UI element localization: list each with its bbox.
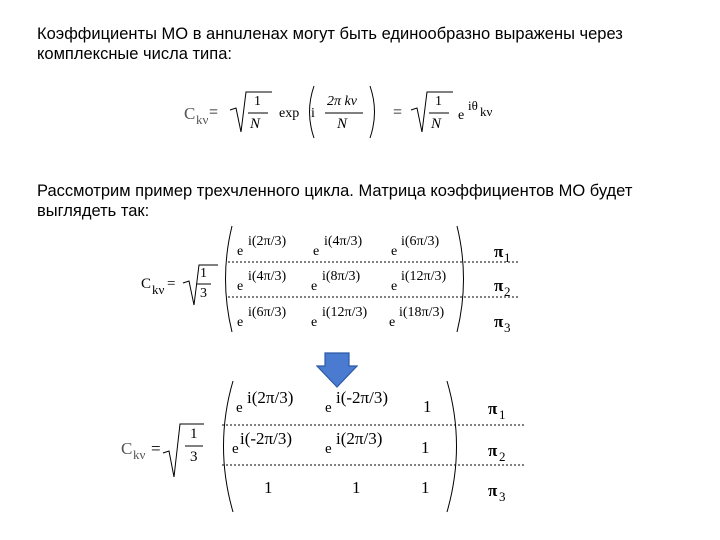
down-arrow-icon bbox=[316, 352, 358, 388]
matrix-cell: i(12π/3) bbox=[322, 305, 368, 320]
orbital-label: π bbox=[494, 312, 504, 331]
orbital-label-subscript: 2 bbox=[504, 284, 511, 299]
matrix-cell: 1 bbox=[423, 397, 432, 416]
exponent-base: e bbox=[311, 315, 318, 330]
argument-numerator: 2π kν bbox=[327, 94, 357, 109]
fraction-denominator: N bbox=[250, 116, 261, 132]
matrix-right-bracket bbox=[447, 381, 457, 512]
matrix-cell: i(6π/3) bbox=[248, 305, 287, 320]
argument-denominator: N bbox=[337, 116, 348, 132]
matrix-cell: i(18π/3) bbox=[399, 305, 445, 320]
exponent-base: e bbox=[236, 400, 243, 416]
matrix-cell: i(4π/3) bbox=[324, 234, 363, 249]
matrix-cell: i(2π/3) bbox=[248, 234, 287, 249]
exponent-power: iθ bbox=[468, 98, 478, 113]
matrix-cell: i(2π/3) bbox=[336, 429, 383, 448]
orbital-label-subscript: 1 bbox=[499, 407, 506, 422]
orbital-label-subscript: 3 bbox=[499, 489, 506, 504]
example-paragraph: Рассмотрим пример трехчленного цикла. Матрица коэффициентов МО будет выглядеть так: bbox=[37, 182, 633, 220]
coef-subscript: kν bbox=[152, 282, 165, 297]
equals-sign: = bbox=[209, 104, 219, 121]
equals-sign: = bbox=[393, 104, 403, 121]
coef-symbol: C bbox=[121, 439, 133, 458]
orbital-label: π bbox=[494, 242, 504, 261]
exponent-base: e bbox=[325, 400, 332, 416]
exponent-base: e bbox=[237, 315, 244, 330]
matrix-cell: 1 bbox=[352, 478, 361, 497]
matrix-cell: 1 bbox=[421, 478, 430, 497]
matrix-left-bracket bbox=[226, 226, 233, 332]
exponent-base: e bbox=[313, 244, 320, 259]
fraction-denominator: 3 bbox=[190, 449, 198, 465]
exponent-power-subscript: kν bbox=[480, 104, 493, 119]
orbital-label: π bbox=[488, 399, 498, 418]
exp-function: exp bbox=[279, 106, 300, 121]
right-paren bbox=[370, 86, 375, 138]
exponent-base: e bbox=[325, 441, 332, 457]
orbital-label-subscript: 3 bbox=[504, 320, 511, 335]
coef-subscript: kν bbox=[133, 447, 146, 462]
matrix-cell: 1 bbox=[264, 478, 273, 497]
matrix-cell: i(12π/3) bbox=[401, 269, 447, 284]
equals-sign: = bbox=[151, 439, 161, 458]
matrix-cell: i(6π/3) bbox=[401, 234, 440, 249]
matrix-cell: i(2π/3) bbox=[247, 388, 294, 407]
equals-sign: = bbox=[167, 276, 176, 292]
fraction-numerator: 1 bbox=[200, 266, 207, 281]
exponent-base: e bbox=[458, 108, 465, 123]
fraction-denominator: 3 bbox=[200, 286, 207, 301]
matrix-right-bracket bbox=[457, 226, 464, 332]
coef-symbol: C bbox=[184, 104, 196, 123]
exponent-base: e bbox=[311, 279, 318, 294]
coef-symbol: C bbox=[141, 276, 152, 292]
exponent-base: e bbox=[237, 244, 244, 259]
fraction-numerator: 1 bbox=[435, 94, 442, 109]
exponent-base: e bbox=[389, 315, 396, 330]
exponent-base: e bbox=[391, 279, 398, 294]
intro-paragraph: Коэффициенты МО в анnuленах могут быть единообразно выражены через комплексные числа типа: bbox=[37, 25, 623, 63]
imaginary-unit: i bbox=[311, 106, 315, 121]
exponent-base: e bbox=[237, 279, 244, 294]
orbital-label: π bbox=[488, 441, 498, 460]
matrix-cell: 1 bbox=[421, 438, 430, 457]
exponent-base: e bbox=[391, 244, 398, 259]
coef-subscript: kν bbox=[196, 112, 209, 127]
matrix-cell: i(4π/3) bbox=[248, 269, 287, 284]
orbital-label-subscript: 1 bbox=[504, 250, 511, 265]
orbital-label: π bbox=[494, 276, 504, 295]
orbital-label: π bbox=[488, 481, 498, 500]
fraction-numerator: 1 bbox=[190, 426, 198, 442]
exponent-base: e bbox=[232, 441, 239, 457]
fraction-numerator: 1 bbox=[254, 94, 261, 109]
orbital-label-subscript: 2 bbox=[499, 449, 506, 464]
matrix-cell: i(8π/3) bbox=[322, 269, 361, 284]
radical-sign bbox=[163, 424, 204, 477]
matrix-cell: i(-2π/3) bbox=[336, 388, 389, 407]
fraction-denominator: N bbox=[431, 116, 442, 132]
matrix-cell: i(-2π/3) bbox=[240, 429, 293, 448]
